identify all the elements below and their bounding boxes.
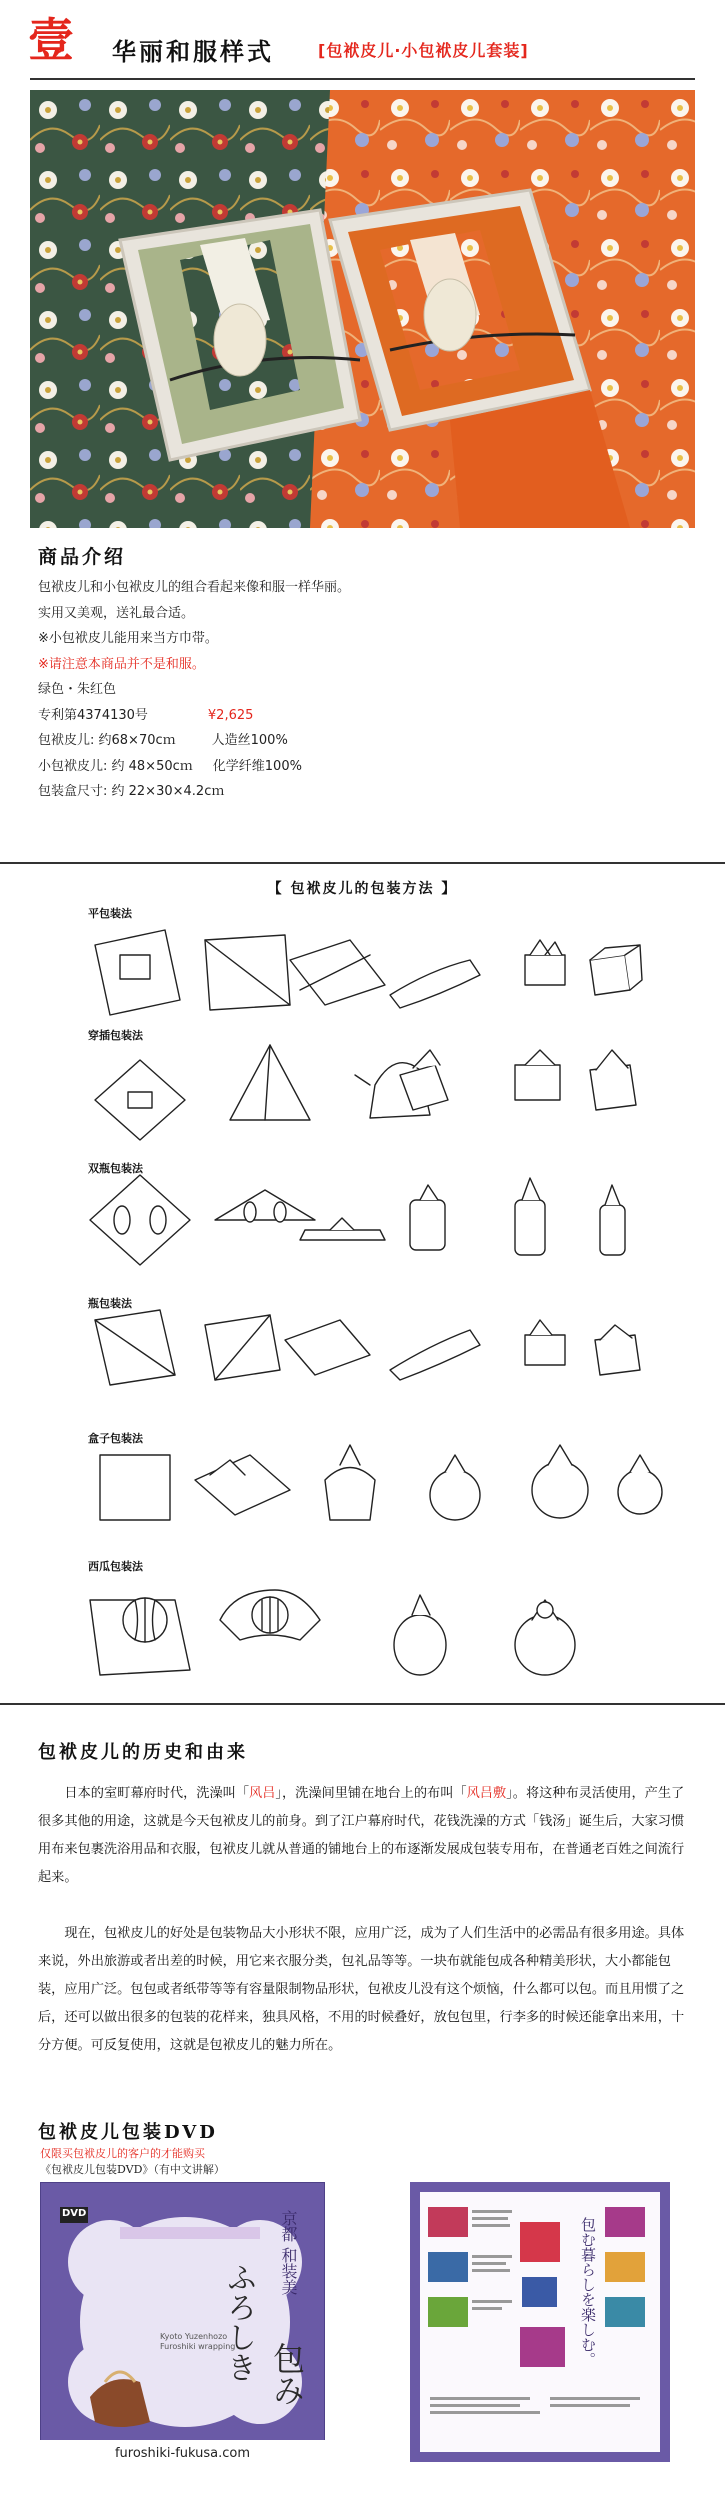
diagram-row-flat <box>95 930 642 1015</box>
method-label-box: 盒子包装法 <box>88 1432 143 1445</box>
dvd-cover-brand: 京都 和装美 <box>279 2210 298 2296</box>
methods-title: 【 包袱皮儿的包装方法 】 <box>267 881 458 897</box>
diagram-row-bottle <box>95 1310 640 1385</box>
header-rule <box>30 78 695 80</box>
method-label-two-bottle: 双瓶包装法 <box>88 1162 143 1175</box>
intro-patent-row <box>38 703 688 729</box>
page-header <box>0 0 725 88</box>
diagram-row-tuck <box>95 1045 636 1140</box>
intro-line: ※小包袱皮儿能用来当方巾带。 <box>38 631 218 646</box>
dvd-note <box>40 2146 225 2178</box>
dvd-cover-url: furoshiki-fukusa.com <box>114 2446 251 2461</box>
product-photo <box>30 90 695 528</box>
header-mark: 壹 <box>28 13 74 67</box>
dvd-cover-title-1: ふろしき <box>221 2262 256 2382</box>
intro-large-size: 包袱皮儿: 约68×70cｍ <box>38 733 176 748</box>
intro-small-material: 化学纤维100% <box>212 758 302 774</box>
intro-warning: ※请注意本商品并不是和服。 <box>38 656 205 672</box>
intro-line: 实用又美观，送礼最合适。 <box>38 605 195 621</box>
intro-large-material: 人造丝100% <box>211 733 288 748</box>
intro-colors: 绿色・朱红色 <box>38 682 117 697</box>
history-title: 包袱皮儿的历史和由来 <box>38 1742 248 1763</box>
intro-box-size: 包装盒尺寸: 约 22×30×4.2cｍ <box>38 784 225 799</box>
intro-body <box>38 575 688 805</box>
section-divider <box>0 1703 725 1705</box>
intro-patent: 专利第4374130号 <box>38 707 148 723</box>
history-highlight: 风吕敷 <box>466 1786 507 1801</box>
diagram-row-box <box>100 1445 662 1520</box>
intro-large-row <box>38 728 688 754</box>
method-label-tuck: 穿插包装法 <box>88 1029 143 1042</box>
history-text: 日本的室町幕府时代，洗澡叫「 <box>64 1786 250 1801</box>
history-paragraph-2: 现在，包袱皮儿的好处是包装物品大小形状不限，应用广泛，成为了人们生活中的必需品有很多用途。具体来说，外出旅游或者出差的时候，用它来衣服分类，包礼品等等。一块布就能包成各种精美形状，大小都能包装，应用广泛。包包或者纸带等等有容量限制物品形状，包袱皮儿没有这个烦恼，什么都可以包。而且用惯了之后，还可以做出很多的包装的花样来，独具风格，不用的时候叠好，放包包里，行李多的时候还能拿出来用，十分方便。可反复使用，这就是包袱皮儿的魅力所在。 <box>38 1926 685 2053</box>
diagram-row-melon <box>90 1590 575 1675</box>
dvd-note-red: 仅限买包袱皮儿的客户的才能购买 <box>40 2147 205 2160</box>
page-title: 华丽和服样式 <box>112 37 274 66</box>
diagram-row-two-bottle <box>90 1175 625 1265</box>
dvd-title: 包袱皮儿包装DVD <box>38 2122 218 2143</box>
dvd-cover-title-2: 包み <box>268 2342 306 2406</box>
intro-title: 商品介绍 <box>38 546 127 568</box>
dvd-back-cover <box>410 2182 670 2462</box>
history-text: 」，洗澡间里铺在地台上的布叫「 <box>275 1786 467 1801</box>
intro-small-size: 小包袱皮儿: 约 48×50cｍ <box>38 758 193 774</box>
method-label-flat: 平包装法 <box>88 907 132 920</box>
intro-line: 包袱皮儿和小包袱皮儿的组合看起来像和服一样华丽。 <box>38 580 351 595</box>
section-divider <box>0 862 725 864</box>
method-label-bottle: 瓶包装法 <box>88 1297 132 1310</box>
dvd-front-cover <box>40 2182 325 2467</box>
dvd-logo: DVD <box>62 2208 87 2219</box>
intro-small-row <box>38 754 688 780</box>
dvd-back-slogan: 包む暮らしを楽しむ。 <box>579 2217 597 2367</box>
history-text: 」。将这种布灵活使用，产生了很多其他的用途，这就是今天包袱皮儿的前身。到了江户幕府时代，花钱洗澡的方式「钱汤」诞生后，大家习惯用布来包裹洗浴用品和衣服，包袱皮儿就从普通的铺地台上的布逐渐发展成包装专用布，在普通老百姓之间流行起来。 <box>38 1786 685 1885</box>
dvd-note-black: 《包袱皮儿包装DVD》（有中文讲解） <box>40 2163 225 2176</box>
page-subtitle: [包袱皮儿·小包袱皮儿套装] <box>318 41 529 60</box>
method-label-melon: 西瓜包装法 <box>88 1560 143 1573</box>
intro-price: ¥2,625 <box>207 707 254 723</box>
wrapping-diagrams <box>0 900 725 1700</box>
history-paragraph-1 <box>38 1780 688 1892</box>
dvd-cover-english: Kyoto Yuzenhozo Furoshiki wrapping <box>160 2332 236 2351</box>
history-highlight: 风吕 <box>249 1786 276 1801</box>
